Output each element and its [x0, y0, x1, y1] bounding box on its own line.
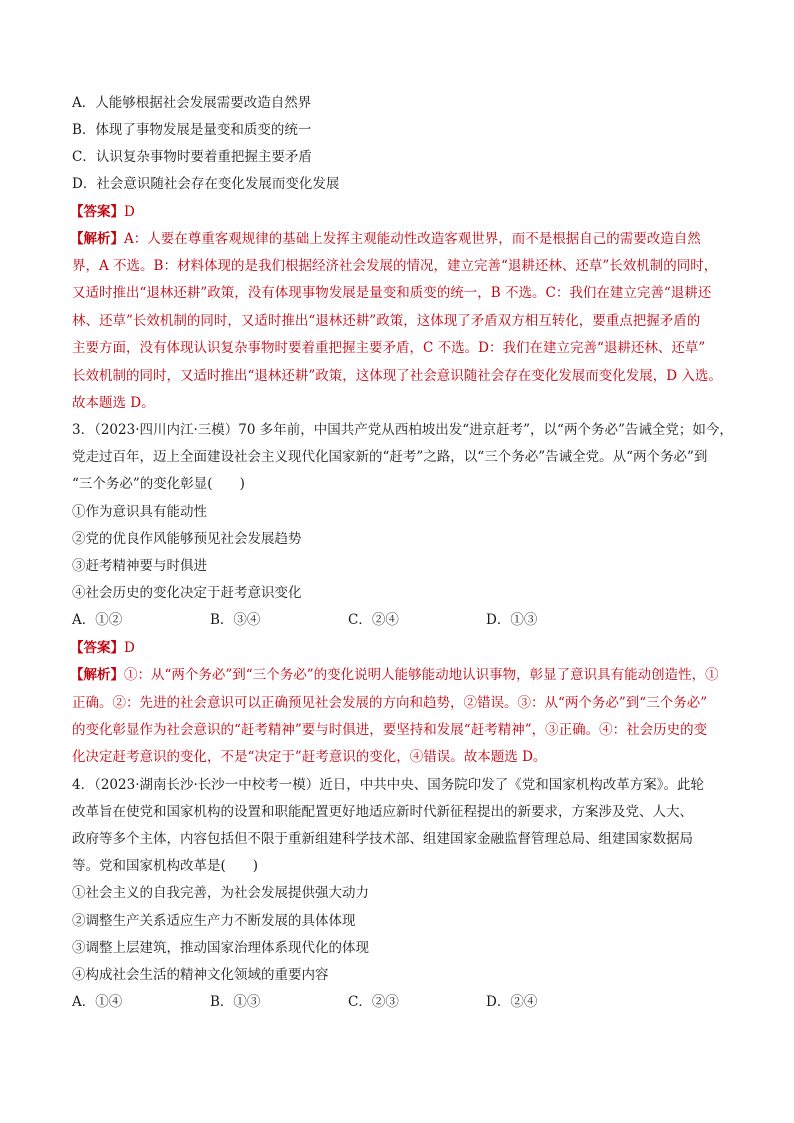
q3-stem-line-1: 3．（2023·四川内江·三模）70 多年前，中国共产党从西柏坡出发“进京赶考”，以“两个务必”告诫全党；如今，	[72, 422, 733, 438]
q3-item-3: ③赶考精神要与时俱进	[72, 558, 207, 574]
q4-choice-d: D．②④	[486, 994, 538, 1010]
q3-item-1: ①作为意识具有能动性	[72, 504, 207, 520]
q3-analysis-line-2: 正确。②：先进的社会意识可以正确预见社会发展的方向和趋势，②错误。③：从“两个务必”到“三个务必”	[72, 695, 708, 711]
q2-option-c: C．认识复杂事物时要着重把握主要矛盾	[72, 149, 312, 165]
q4-choice-c: C．②③	[348, 994, 399, 1010]
q3-analysis-line-4: 化决定赶考意识的变化，不是“决定于”赶考意识的变化，④错误。故本题选 D。	[72, 749, 547, 765]
q2-analysis-line-3: 又适时推出“退林还耕”政策，没有体现事物发展是量变和质变的统一，B 不选。C：我们在建立完善“退耕还	[72, 285, 712, 301]
q3-choice-d: D．①③	[486, 612, 538, 628]
q3-item-2: ②党的优良作风能够预见社会发展趋势	[72, 531, 302, 547]
answer-value: D	[124, 204, 135, 220]
q2-option-d: D．社会意识随社会存在变化发展而变化发展	[72, 176, 340, 192]
answer-label: 【答案】	[70, 640, 124, 656]
q4-stem-line-3: 政府等多个主体，内容包括但不限于重新组建科学技术部、组建国家金融监督管理总局、组建国家数据局	[72, 831, 693, 847]
q3-stem-line-2: 党走过百年，迈上全面建设社会主义现代化国家新的“赶考”之路，以“三个务必”告诫全党。从“两个务必”到	[72, 449, 708, 465]
analysis-text: A：人要在尊重客观规律的基础上发挥主观能动性改造客观世界，而不是根据自己的需要改造自然	[124, 231, 701, 247]
q4-item-4: ④构成社会生活的精神文化领域的重要内容	[72, 967, 329, 983]
q3-analysis-line-3: 的变化彰显作为社会意识的“赶考精神”要与时俱进，要坚持和发展“赶考精神”，③正确。④：社会历史的变	[72, 722, 708, 738]
q4-item-2: ②调整生产关系适应生产力不断发展的具体体现	[72, 913, 356, 929]
q4-stem-line-4: 等。党和国家机构改革是( )	[72, 858, 259, 874]
q4-item-1: ①社会主义的自我完善，为社会发展提供强大动力	[72, 885, 369, 901]
answer-label: 【答案】	[70, 204, 124, 220]
q2-analysis-line-4: 林、还草”长效机制的同时，又适时推出“退林还耕”政策，这体现了矛盾双方相互转化，要重点把握矛盾的	[72, 313, 701, 329]
q4-choice-b: B．①③	[210, 994, 261, 1010]
q4-item-3: ③调整上层建筑，推动国家治理体系现代化的体现	[72, 940, 369, 956]
analysis-text: ①：从“两个务必”到“三个务必”的变化说明人能够能动地认识事物，彰显了意识具有能动创造性，①	[124, 667, 719, 683]
q2-analysis-line-6: 长效机制的同时，又适时推出“退林还耕”政策，这体现了社会意识随社会存在变化发展而变化发展，D 入选。	[72, 368, 722, 384]
q3-choice-b: B．③④	[210, 612, 261, 628]
q2-analysis-line-2: 界，A 不选。B：材料体现的是我们根据经济社会发展的情况，建立完善“退耕还林、还草”长效机制的同时，	[72, 258, 718, 274]
q3-analysis-line-1	[70, 665, 719, 685]
q3-item-4: ④社会历史的变化决定于赶考意识变化	[72, 585, 302, 601]
analysis-label: 【解析】	[70, 231, 124, 247]
q4-stem-line-2: 改革旨在使党和国家机构的设置和职能配置更好地适应新时代新征程提出的新要求，方案涉及党、人大、	[72, 804, 693, 820]
analysis-label: 【解析】	[70, 667, 124, 683]
q3-answer	[70, 638, 135, 658]
q2-analysis-line-7: 故本题选 D。	[72, 395, 155, 411]
q2-option-a: A．人能够根据社会发展需要改造自然界	[72, 95, 312, 111]
q3-choice-c: C．②④	[348, 612, 399, 628]
q4-choice-a: A．①④	[72, 994, 123, 1010]
answer-value: D	[124, 640, 135, 656]
q3-choice-a: A．①②	[72, 612, 123, 628]
q2-option-b: B．体现了事物发展是量变和质变的统一	[72, 122, 312, 138]
q2-answer	[70, 202, 135, 222]
q2-analysis-line-5: 主要方面，没有体现认识复杂事物时要着重把握主要矛盾，C 不选。D：我们在建立完善“退耕还林、还草”	[72, 340, 706, 356]
q4-stem-line-1: 4．（2023·湖南长沙·长沙一中校考一模）近日，中共中央、国务院印发了《党和国家机构改革方案》。此轮	[72, 777, 705, 793]
q2-analysis-line-1	[70, 229, 701, 249]
q3-stem-line-3: “三个务必”的变化彰显( )	[72, 476, 245, 492]
